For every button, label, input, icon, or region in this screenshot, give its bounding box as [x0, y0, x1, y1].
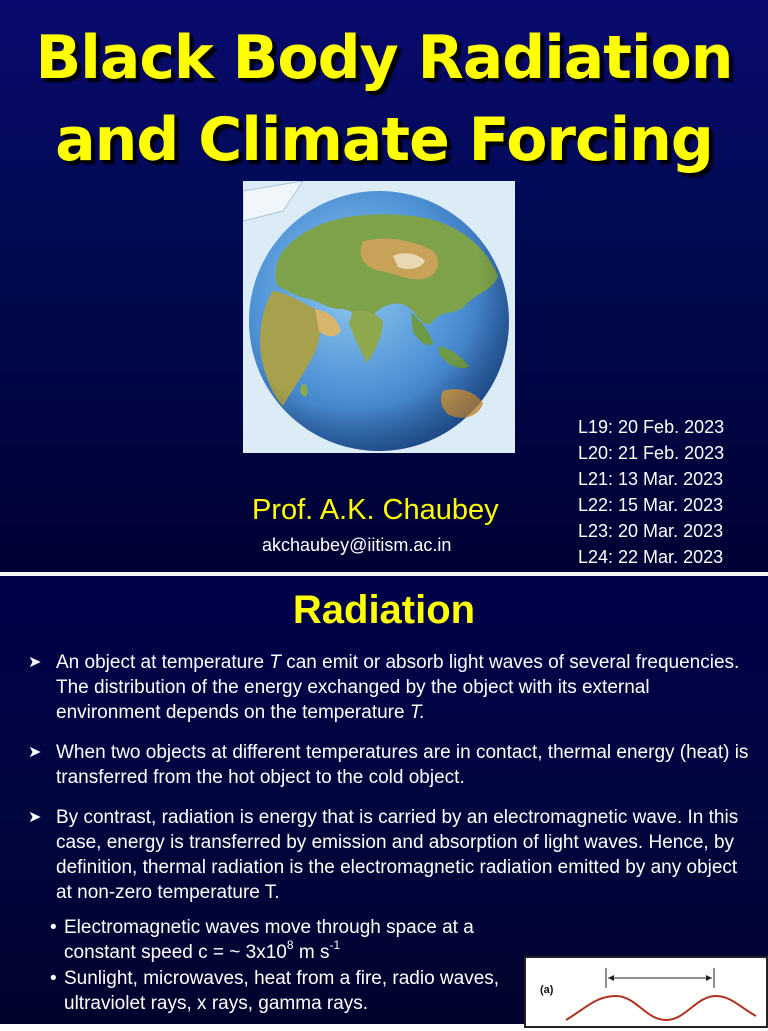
arrow-bullet-icon: ➤: [28, 809, 42, 826]
bullet-text: By contrast, radiation is energy that is carried by an electromagnetic wave. In this case, energy is transferred by emission and absorption of light waves. Hence, by definition, thermal radiation is the electromagnetic radiation emitted by any object at non-zero temperature T.: [56, 807, 739, 903]
earth-globe-image: [243, 181, 515, 453]
lecture-date: L24: 22 Mar. 2023: [578, 547, 724, 567]
wave-diagram: [526, 958, 766, 1026]
lecture-schedule: [578, 414, 763, 570]
title-line-1: Black Body Radiation: [35, 23, 733, 93]
dot-bullet-icon: •: [50, 968, 57, 989]
lecture-date: L23: 20 Mar. 2023: [578, 521, 724, 541]
arrow-bullet-icon: ➤: [28, 744, 42, 761]
title-line-2: and Climate Forcing: [55, 105, 713, 175]
globe-illustration: [243, 181, 515, 453]
lecture-date: L20: 21 Feb. 2023: [578, 443, 725, 463]
wave-figure: [524, 956, 768, 1028]
dot-bullet-icon: •: [50, 917, 57, 938]
lecture-date: L19: 20 Feb. 2023: [578, 417, 725, 437]
arrow-bullet-icon: ➤: [28, 654, 42, 671]
slide-title: Radiation: [292, 588, 476, 632]
author-email: akchaubey@iitism.ac.in: [262, 535, 452, 555]
author-name: Prof. A.K. Chaubey: [252, 494, 499, 526]
figure-label: (a): [540, 984, 554, 996]
bullet-text: When two objects at different temperatures are in contact, thermal energy (heat) is transferred from the hot object to the cold object.: [56, 742, 749, 788]
lecture-date: L21: 13 Mar. 2023: [578, 469, 724, 489]
bullet-text: An object at temperature T can emit or absorb light waves of several frequencies. The distribution of the energy exchanged by the object with its external environment depends on the temperature T.: [56, 652, 740, 723]
lecture-date: L22: 15 Mar. 2023: [578, 495, 724, 515]
sub-bullet-text: Electromagnetic waves move through space at a constant speed c = ~ $3x10^8$ m $s^{-1}$: [64, 917, 474, 963]
sub-bullet-text: Sunlight, microwaves, heat from a fire, radio waves, ultraviolet rays, x rays, gamma rays.: [64, 968, 500, 1014]
